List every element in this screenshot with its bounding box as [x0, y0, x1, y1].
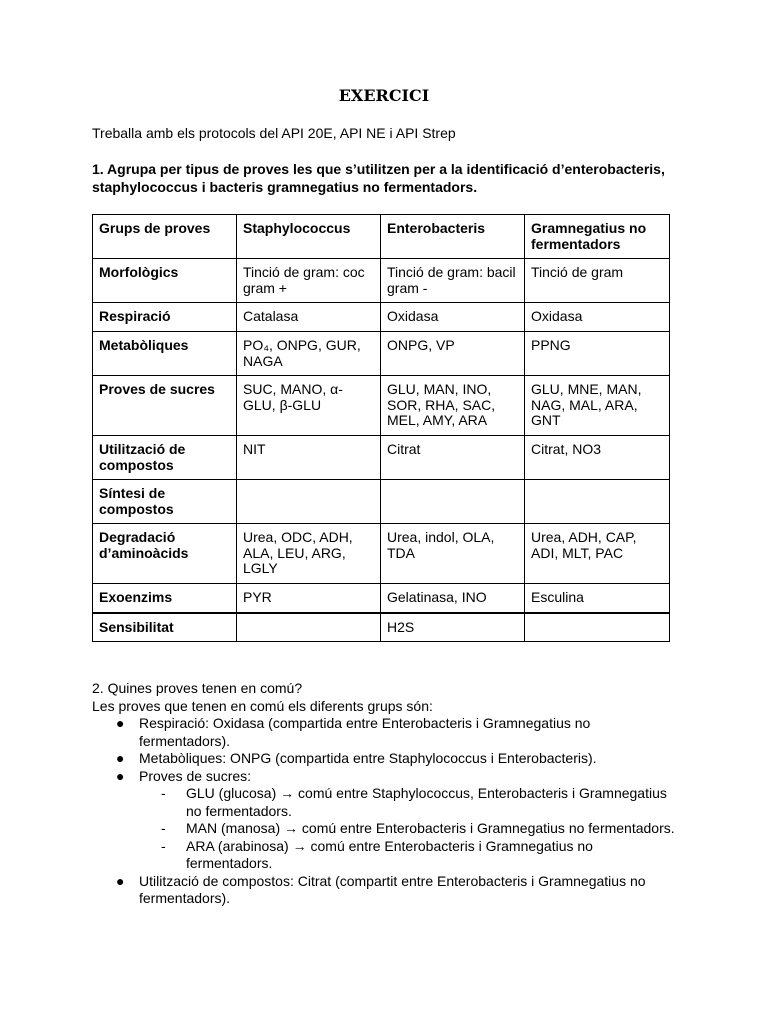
sublist — [139, 785, 682, 873]
table-cell: Tinció de gram: coc gram + — [237, 259, 381, 303]
table-cell: PPNG — [525, 332, 670, 376]
table-cell: GLU, MNE, MAN, NAG, MAL, ARA, GNT — [525, 376, 670, 436]
table-cell — [525, 613, 670, 642]
table-cell: Tinció de gram — [525, 259, 670, 303]
table-cell: Urea, ODC, ADH, ALA, LEU, ARG, LGLY — [237, 524, 381, 584]
table-cell: NIT — [237, 436, 381, 480]
sublist-item — [139, 820, 682, 838]
sublist-item — [139, 838, 682, 873]
table-header-cell: Gramnegatius no fermentadors — [525, 215, 670, 259]
question-1: 1. Agrupa per tipus de proves les que s’utilitzen per a la identificació d’enterobacteris, staphylococcus i bacteris gramnegatius no fermentadors. — [92, 161, 665, 195]
table-cell — [237, 613, 381, 642]
sublist-item-text: MAN (manosa) → comú entre Enterobacteris i Gramnegatius no fermentadors. — [186, 820, 675, 836]
row-label: Exoenzims — [93, 584, 237, 613]
sublist-item-text: GLU (glucosa) → comú entre Staphylococcus, Enterobacteris i Gramnegatius no fermentadors. — [186, 785, 667, 819]
list-item-text: Respiració: Oxidasa (compartida entre Enterobacteris i Gramnegatius no fermentadors). — [139, 715, 591, 749]
table-cell: ONPG, VP — [381, 332, 525, 376]
table-row — [93, 332, 670, 376]
row-label: Utilització de compostos — [93, 436, 237, 480]
table-cell: H2S — [381, 613, 525, 642]
bullet-icon: ● — [116, 750, 125, 766]
table-row — [93, 436, 670, 480]
row-label: Morfològics — [93, 259, 237, 303]
question-2-section — [92, 680, 682, 908]
list-item — [92, 873, 682, 908]
list-item-text: Metabòliques: ONPG (compartida entre Staphylococcus i Enterobacteris). — [139, 750, 597, 766]
question-2: 2. Quines proves tenen en comú? — [92, 680, 303, 696]
table-row — [93, 480, 670, 524]
answer-intro: Les proves que tenen en comú els diferents grups són: — [92, 697, 433, 714]
bullet-icon: ● — [116, 872, 125, 889]
sublist-item — [139, 785, 682, 820]
table-header-cell: Staphylococcus — [237, 215, 381, 259]
list-item-text: Proves de sucres: — [139, 767, 252, 784]
bullet-icon: ● — [116, 767, 125, 784]
dash-icon: - — [161, 837, 166, 854]
row-label: Degradació d’aminoàcids — [93, 524, 237, 584]
table-cell — [525, 480, 670, 524]
table-row — [93, 376, 670, 436]
list-item-text: Utilització de compostos: Citrat (compartit entre Enterobacteris i Gramnegatius no fermentadors). — [139, 872, 646, 906]
bullet-icon: ● — [116, 715, 125, 731]
table-cell: Urea, ADH, CAP, ADI, MLT, PAC — [525, 524, 670, 584]
page-title: EXERCICI — [338, 86, 430, 105]
row-label: Respiració — [93, 303, 237, 332]
table-cell: GLU, MAN, INO, SOR, RHA, SAC, MEL, AMY, ARA — [381, 376, 525, 436]
table-cell: Urea, indol, OLA, TDA — [381, 524, 525, 584]
list-item — [92, 750, 682, 768]
table-cell: SUC, MANO, α-GLU, β-GLU — [237, 376, 381, 436]
table-cell: Citrat, NO3 — [525, 436, 670, 480]
table-cell: Oxidasa — [381, 303, 525, 332]
row-label: Síntesi de compostos — [93, 480, 237, 524]
row-label: Sensibilitat — [93, 613, 237, 642]
table-cell: PYR — [237, 584, 381, 613]
dash-icon: - — [161, 820, 166, 836]
table-row — [93, 524, 670, 584]
table-row — [93, 613, 670, 642]
table-cell: Oxidasa — [525, 303, 670, 332]
row-label: Metabòliques — [93, 332, 237, 376]
table-header-cell: Grups de proves — [93, 215, 237, 259]
table-header-row — [93, 215, 670, 259]
answer-list — [92, 715, 682, 908]
row-label: Proves de sucres — [93, 376, 237, 436]
table-row — [93, 584, 670, 613]
table-cell — [237, 480, 381, 524]
table-cell: Esculina — [525, 584, 670, 613]
list-item — [92, 715, 682, 750]
table-cell — [381, 480, 525, 524]
table-cell: Catalasa — [237, 303, 381, 332]
table-cell: Gelatinasa, INO — [381, 584, 525, 613]
intro-text: Treballa amb els protocols del API 20E, API NE i API Strep — [92, 125, 456, 141]
proves-table — [92, 214, 670, 642]
dash-icon: - — [161, 785, 166, 801]
table-row — [93, 259, 670, 303]
table-header-cell: Enterobacteris — [381, 215, 525, 259]
list-item — [92, 768, 682, 873]
table-cell: PO₄, ONPG, GUR, NAGA — [237, 332, 381, 376]
sublist-item-text: ARA (arabinosa) → comú entre Enterobacteris i Gramnegatius no fermentadors. — [186, 837, 593, 871]
table-cell: Citrat — [381, 436, 525, 480]
table-row — [93, 303, 670, 332]
table-cell: Tinció de gram: bacil gram - — [381, 259, 525, 303]
